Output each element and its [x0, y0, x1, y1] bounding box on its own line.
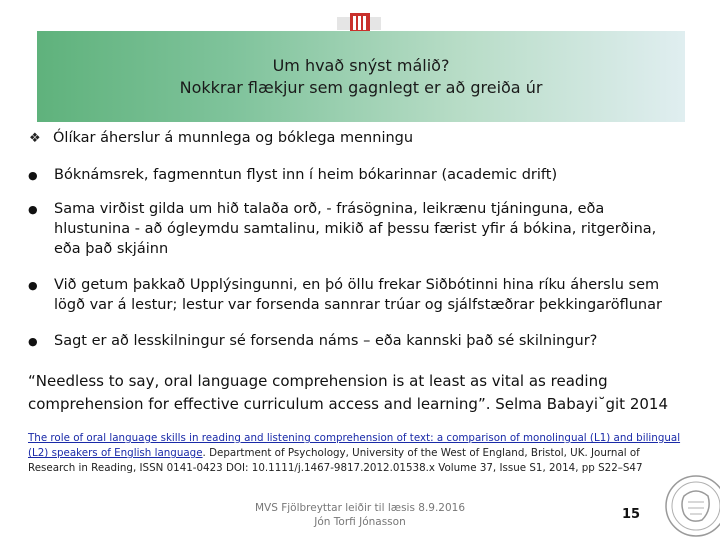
- footer-line-1: MVS Fjölbreyttar leiðir til læsis 8.9.2016: [254, 502, 466, 514]
- bullet-text: Við getum þakkað Upplýsingunni, en þó öllu frekar Siðbótinni hina ríku áherslu sem lögð var á lestur; lestur var forsenda sannrar trúar og sjálfstæðrar þekkingaröflunar: [54, 277, 662, 313]
- bullet-text: Bóknámsrek, fagmenntun flyst inn í heim bókarinnar (academic drift): [54, 167, 558, 183]
- bullet-dot-icon: ●: [28, 169, 38, 182]
- footer-line-2: Jón Torfi Jónasson: [314, 516, 406, 528]
- bullet-dot-icon: ●: [28, 279, 38, 292]
- reference: [28, 431, 688, 476]
- bullet-item: [28, 199, 678, 259]
- bullet-dot-icon: ●: [28, 335, 38, 348]
- bullet-item: [28, 331, 678, 352]
- diamond-bullet-icon: ❖: [29, 130, 41, 146]
- university-seal-icon: [660, 470, 720, 540]
- quote-text: “Needless to say, oral language comprehension is at least as vital as reading comprehension for effective curriculum access and learning”. Selma Babayi˘git 2014: [28, 372, 668, 413]
- lead-point: [29, 130, 413, 146]
- bullet-text: Sama virðist gilda um hið talaða orð, - frásögnina, leikrænu tjáninguna, eða hlustunina - að ógleymdu samtalinu, mikið af þessu færist yfir á bókina, ritgerðina, eða það skjáinn: [54, 201, 657, 257]
- bullet-text: Sagt er að lesskilningur sé forsenda náms – eða kannski það sé skilningur?: [54, 333, 598, 349]
- slide-title: [37, 31, 685, 122]
- title-line-1: Um hvað snýst málið?: [272, 55, 450, 75]
- lead-text: Ólíkar áherslur á munnlega og bóklega menningu: [53, 130, 414, 146]
- bullet-dot-icon: ●: [28, 203, 38, 216]
- reference-link[interactable]: The role of oral language skills in reading and listening comprehension of text: a comparison of monolingual (L1) and bilingual (L2) speakers of English language: [28, 432, 681, 459]
- bullet-item: [28, 165, 678, 186]
- bullet-item: [28, 275, 678, 315]
- page-number: 15: [622, 507, 641, 522]
- footer: [240, 501, 480, 529]
- reference-details: . Department of Psychology, University of the West of England, Bristol, UK. Journal of Research in Reading, ISSN 0141-0423 DOI: 10.1111/j.1467-9817.2012.01538.x Volume 37, Issue S1, 2014, pp S22–S47: [28, 447, 643, 474]
- title-line-2: Nokkrar flækjur sem gagnlegt er að greiða úr: [179, 77, 543, 97]
